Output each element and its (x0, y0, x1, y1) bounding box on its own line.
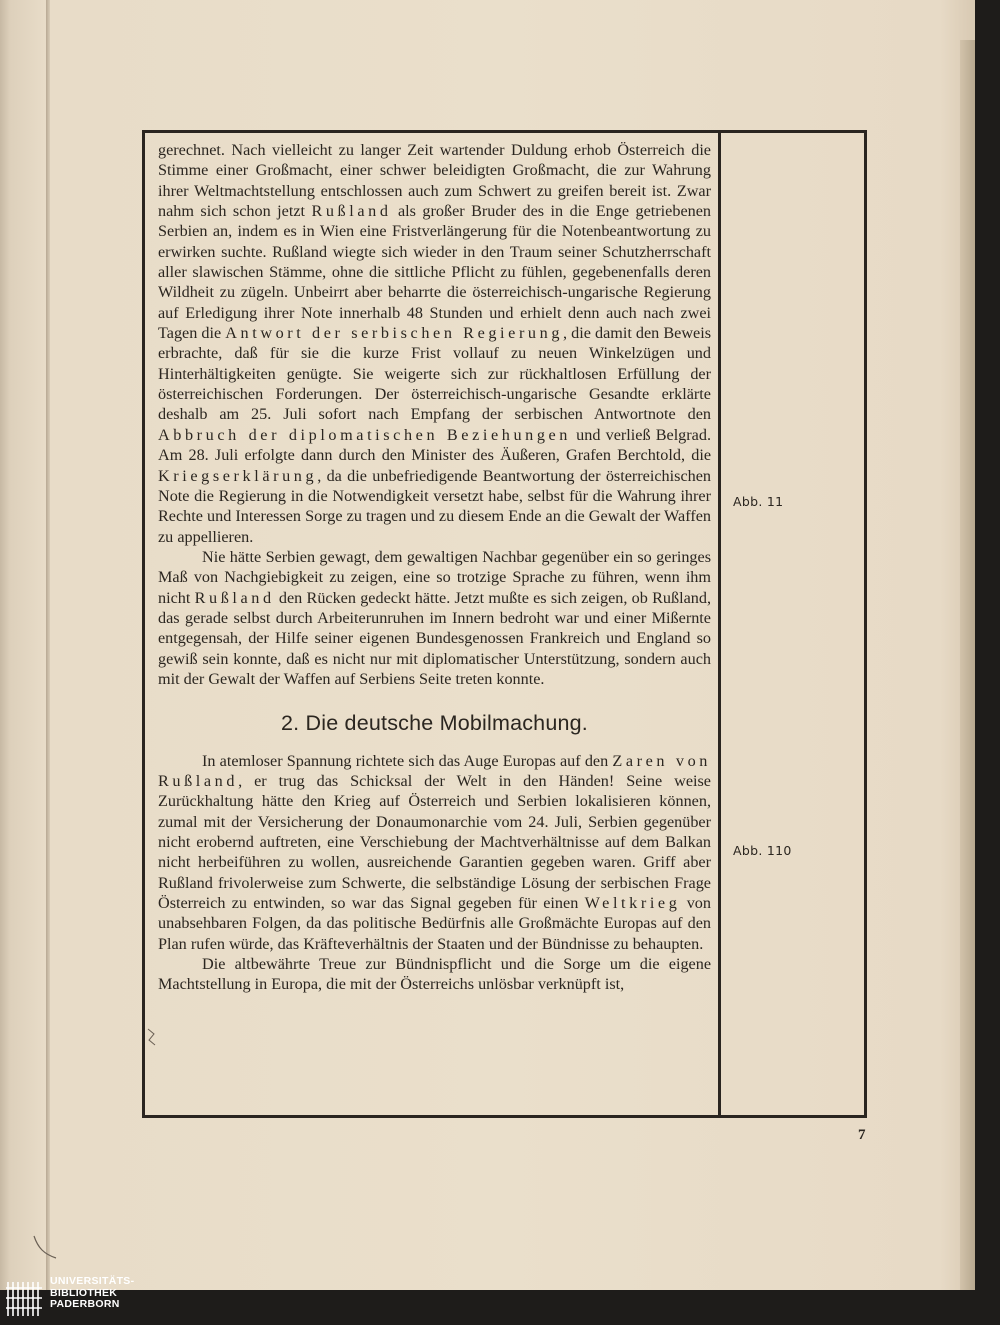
pencil-mark-icon (145, 1026, 159, 1048)
spaced-emphasis: Rußland (194, 588, 275, 607)
section-heading: 2. Die deutsche Mobilmachung. (281, 711, 588, 736)
book-spine (46, 0, 50, 1290)
library-emblem-icon (4, 1278, 44, 1320)
paragraph-1: gerechnet. Nach vielleicht zu langer Zeit wartender Duldung erhob Österreich die Stimme einer Großmacht, einer schwer beleidigten Großmacht, die zur Wahrung ihrer Weltmachtstellung entschlossen auch zum Schwert zu greifen bereit ist. Zwar nahm sich schon jetzt Rußland als großer Bruder des in die Enge getriebenen Serbien an, indem es in Wien eine Fristverlängerung für die Notenbeantwortung zu erwirken suchte. Rußland wiegte sich wieder in den Traum seiner Schutzherrschaft aller slawischen Stämme, ohne die sittliche Pflicht zu fühlen, gegebenenfalls deren Wildheit zu zügeln. Unbeirrt aber beharrte die österreichisch-ungarische Regierung auf Erledigung ihrer Note innerhalb 48 Stunden und erhielt denn auch nach zwei Tagen die Antwort der serbischen Regierung, die damit den Beweis erbrachte, daß für sie die kurze Frist vollauf zu neuen Winkelzügen und Hinterhältigkeiten genügte. Sie weigerte sich zur rückhaltlosen Erfüllung der österreichischen Forderungen. Der österreichisch-ungarische Gesandte erklärte deshalb am 25. Juli sofort nach Empfang der serbischen Antwortnote den Abbruch der diplomatischen Beziehungen und verließ Belgrad. Am 28. Juli erfolgte dann durch den Minister des Äußeren, Grafen Berchtold, die Kriegserklärung, da die unbefriedigende Beantwortung der österreichischen Note die Regierung in die Notwendigkeit versetzt habe, selbst für die Wahrung ihrer Rechte und Interessen Sorge zu tragen und zu diesem Ende an die Gewalt der Waffen zu appellieren. (158, 141, 711, 546)
page-number: 7 (858, 1127, 866, 1143)
paragraph-2: Nie hätte Serbien gewagt, dem gewaltigen Nachbar gegenüber ein so geringes Maß von Nachgiebigkeit zu zeigen, eine so trotzige Sprache zu führen, wenn ihm nicht Rußland den Rücken gedeckt hätte. Jetzt mußte es sich zeigen, ob Rußland, das gerade selbst durch Arbeiterunruhen im Innern bedroht war und einer Mißernte entgegensah, der Hilfe seiner eigenen Bundesgenossen Frankreich und England so gewiß sein konnte, daß es nicht nur mit diplomatischer Unterstützung, sondern auch mit der Gewalt der Waffen auf Serbiens Seite treten konnte. (158, 547, 711, 688)
spaced-emphasis: Weltkrieg (584, 894, 681, 913)
margin-column-divider (718, 130, 721, 1118)
body-text (158, 140, 711, 995)
margin-note-abb-110: Abb. 110 (733, 843, 792, 858)
pencil-mark-icon (30, 1232, 60, 1262)
paragraph-3: In atemloser Spannung richtete sich das Auge Europas auf den Zaren von Rußland, er trug das Schicksal der Welt in den Händen! Seine weise Zurückhaltung hätte den Krieg auf Österreich und Serbien lokalisieren können, zumal mit der Versicherung der Donaumonarchie vom 24. Juli, Serbien gegenüber nicht erobernd auftreten, eine Verschiebung der Machtverhältnisse auf dem Balkan nicht herbeiführen zu wollen, ausreichende Garantien gegeben waren. Griff aber Rußland frivolerweise zum Schwerte, die selbständige Lösung der serbischen Frage Österreich zu entwinden, so war das Signal gegeben für einen Weltkrieg von unabsehbaren Folgen, da das politische Bedürfnis alle Großmächte Europas auf den Plan rufen würde, das Kräfteverhältnis der Staaten und der Bündnisse zu behaupten. (158, 751, 711, 953)
library-logo (0, 1274, 175, 1325)
margin-note-abb-11: Abb. 11 (733, 494, 784, 509)
spaced-emphasis: Zaren von Rußland (158, 751, 711, 790)
library-name: UNIVERSITÄTS- BIBLIOTHEK PADERBORN (50, 1275, 135, 1310)
spaced-emphasis: Abbruch der diplomatischen Beziehungen (158, 425, 571, 444)
spaced-emphasis: Rußland (311, 202, 392, 221)
spaced-emphasis: Antwort der serbischen Regierung (225, 324, 564, 343)
paragraph-4: Die altbewährte Treue zur Bündnispflicht und die Sorge um die eigene Machtstellung in Europa, die mit der Österreichs unlösbar verknüpft ist, (158, 955, 711, 994)
spaced-emphasis: Kriegserklärung (158, 466, 318, 485)
page-edge (960, 40, 975, 1290)
